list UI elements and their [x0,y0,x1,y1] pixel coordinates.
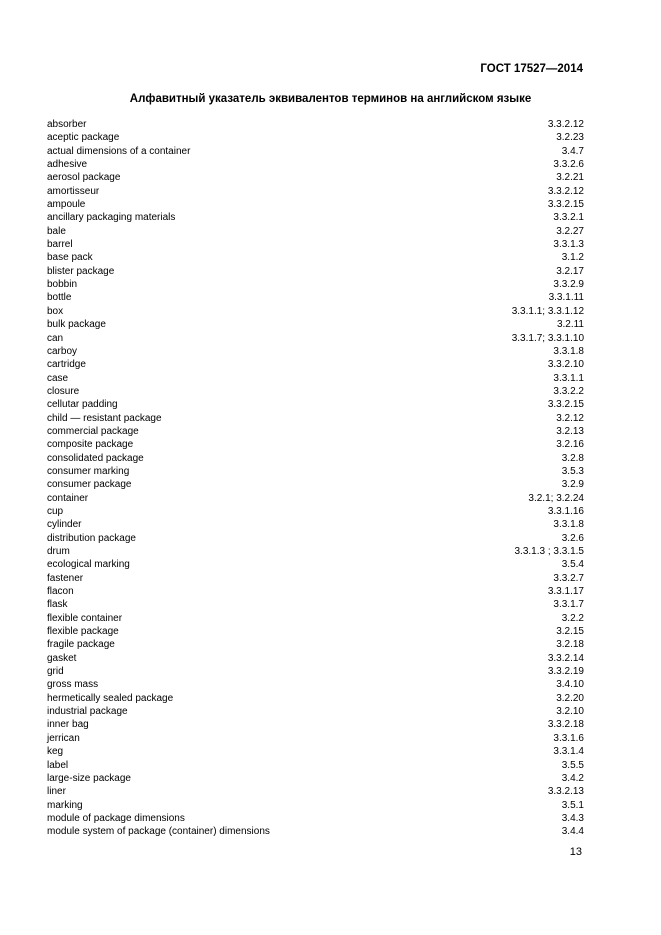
entry-term: bulk package [47,319,106,331]
entry-ref: 3.1.2 [561,252,584,264]
index-entry [47,799,584,812]
entry-term: keg [47,746,64,758]
entry-term: composite package [47,439,134,451]
entry-ref: 3.4.4 [561,826,584,838]
entry-term: fastener [47,572,84,584]
entry-ref: 3.3.1.8 [553,345,584,357]
index-entry [47,438,584,451]
entry-ref: 3.2.1; 3.2.24 [528,492,584,504]
index-entry [47,492,584,505]
entry-ref: 3.3.2.15 [547,399,584,411]
index-entry [47,145,584,158]
entry-term: marking [47,799,83,811]
entry-ref: 3.2.9 [561,479,584,491]
entry-term: container [47,492,89,504]
page-number: 13 [569,846,582,858]
entry-term: bobbin [47,279,78,291]
index-entry [47,572,584,585]
index-entry [47,238,584,251]
index-entry [47,558,584,571]
entry-ref: 3.5.3 [561,465,584,477]
index-entry [47,772,584,785]
index-entry [47,345,584,358]
entry-term: label [47,759,69,771]
entry-term: consolidated package [47,452,144,464]
entry-ref: 3.3.1.8 [553,519,584,531]
entry-ref: 3.2.12 [556,412,584,424]
entry-term: adhesive [47,159,88,171]
entry-term: cylinder [47,519,82,531]
index-entry [47,825,584,838]
entry-ref: 3.2.16 [556,439,584,451]
index-entry [47,598,584,611]
entry-term: absorber [47,119,87,130]
entry-term: barrel [47,239,73,251]
entry-term: grid [47,666,64,678]
index-entry [47,692,584,705]
term-index-list [47,118,584,839]
index-entry [47,198,584,211]
index-entry [47,785,584,798]
entry-term: blister package [47,265,115,277]
index-entry [47,478,584,491]
entry-ref: 3.3.2.10 [547,359,584,371]
entry-ref: 3.3.2.6 [553,159,584,171]
entry-term: child — resistant package [47,412,162,424]
entry-ref: 3.2.21 [556,172,584,184]
entry-ref: 3.3.2.18 [547,719,584,731]
entry-ref: 3.2.10 [556,706,584,718]
index-title: Алфавитный указатель эквивалентов терминов на английском языке [129,93,532,105]
entry-term: aerosol package [47,172,121,184]
index-entry [47,652,584,665]
index-entry [47,158,584,171]
entry-ref: 3.3.2.7 [553,572,584,584]
index-entry [47,398,584,411]
entry-term: large-size package [47,772,131,784]
entry-ref: 3.3.2.1 [553,212,584,224]
index-entry [47,518,584,531]
entry-ref: 3.4.7 [561,145,584,157]
entry-ref: 3.3.1.16 [547,505,584,517]
entry-ref: 3.3.2.9 [553,279,584,291]
entry-term: flexible container [47,612,123,624]
entry-ref: 3.2.13 [556,425,584,437]
index-entry [47,745,584,758]
entry-term: ancillary packaging materials [47,212,176,224]
entry-ref: 3.4.10 [556,679,584,691]
entry-ref: 3.3.1.6 [553,732,584,744]
entry-term: cup [47,505,64,517]
entry-term: module of package dimensions [47,812,185,824]
entry-term: carboy [47,345,78,357]
entry-term: jerrican [47,732,80,744]
entry-ref: 3.2.2 [561,612,584,624]
entry-ref: 3.3.2.2 [553,385,584,397]
entry-term: inner bag [47,719,89,731]
index-entry [47,612,584,625]
entry-ref: 3.3.2.13 [547,786,584,798]
entry-ref: 3.2.18 [556,639,584,651]
index-entry [47,278,584,291]
entry-ref: 3.3.1.4 [553,746,584,758]
index-entry [47,812,584,825]
entry-term: aceptic package [47,132,120,144]
index-entry [47,425,584,438]
index-entry [47,318,584,331]
index-entry [47,705,584,718]
index-entry [47,718,584,731]
index-entry [47,291,584,304]
entry-term: commercial package [47,425,139,437]
index-entry [47,265,584,278]
entry-ref: 3.3.2.15 [547,199,584,211]
index-entry [47,465,584,478]
entry-term: drum [47,546,70,557]
entry-ref: 3.2.8 [561,452,584,464]
entry-term: flask [47,599,68,611]
index-entry [47,532,584,545]
entry-term: amortisseur [47,185,100,197]
entry-ref: 3.2.11 [556,319,584,331]
entry-ref: 3.3.1.1; 3.3.1.12 [511,305,584,317]
entry-term: gross mass [47,679,99,691]
entry-term: base pack [47,252,93,264]
entry-term: flexible package [47,626,119,638]
entry-ref: 3.2.15 [556,626,584,638]
index-entry [47,638,584,651]
entry-ref: 3.3.1.7 [553,599,584,611]
entry-ref: 3.3.2.14 [547,652,584,664]
entry-ref: 3.3.2.19 [547,666,584,678]
entry-ref: 3.5.5 [561,759,584,771]
entry-ref: 3.2.23 [556,132,584,144]
index-entry [47,211,584,224]
entry-ref: 3.3.1.1 [553,372,584,384]
index-entry [47,118,584,131]
entry-term: bale [47,225,66,237]
entry-term: actual dimensions of a container [47,145,191,157]
entry-term: ampoule [47,199,86,211]
index-entry [47,185,584,198]
entry-ref: 3.3.2.12 [547,185,584,197]
index-entry [47,251,584,264]
entry-ref: 3.3.1.3 [553,239,584,251]
entry-term: hermetically sealed package [47,692,174,704]
entry-term: cellutar padding [47,399,118,411]
entry-ref: 3.5.1 [561,799,584,811]
index-entry [47,385,584,398]
entry-term: module system of package (container) dimensions [47,826,270,838]
index-entry [47,171,584,184]
index-entry [47,225,584,238]
entry-term: gasket [47,652,77,664]
entry-ref: 3.4.3 [561,812,584,824]
index-entry [47,759,584,772]
entry-ref: 3.2.17 [556,265,584,277]
entry-term: box [47,305,64,317]
index-entry [47,452,584,465]
entry-term: can [47,332,64,344]
entry-ref: 3.3.2.12 [547,119,584,130]
index-entry [47,131,584,144]
entry-ref: 3.3.1.17 [547,586,584,598]
index-entry [47,505,584,518]
index-entry [47,305,584,318]
index-entry [47,625,584,638]
entry-ref: 3.4.2 [561,772,584,784]
entry-term: consumer package [47,479,132,491]
entry-ref: 3.5.4 [561,559,584,571]
index-entry [47,585,584,598]
entry-term: fragile package [47,639,115,651]
index-entry [47,358,584,371]
entry-ref: 3.3.1.11 [548,292,584,304]
entry-ref: 3.3.1.7; 3.3.1.10 [511,332,584,344]
entry-ref: 3.2.27 [556,225,584,237]
entry-term: flacon [47,586,74,598]
entry-term: closure [47,385,80,397]
entry-term: ecological marking [47,559,130,571]
index-entry [47,545,584,558]
entry-term: distribution package [47,532,136,544]
index-entry [47,412,584,425]
entry-term: industrial package [47,706,128,718]
standard-code: ГОСТ 17527—2014 [480,63,583,75]
entry-ref: 3.2.20 [556,692,584,704]
entry-term: liner [47,786,66,798]
index-entry [47,665,584,678]
index-entry [47,332,584,345]
entry-term: consumer marking [47,465,130,477]
entry-term: bottle [47,292,72,304]
index-entry [47,732,584,745]
entry-term: case [47,372,69,384]
entry-ref: 3.3.1.3 ; 3.3.1.5 [514,546,584,557]
index-entry [47,372,584,385]
entry-term: cartridge [47,359,86,371]
index-entry [47,678,584,691]
entry-ref: 3.2.6 [561,532,584,544]
